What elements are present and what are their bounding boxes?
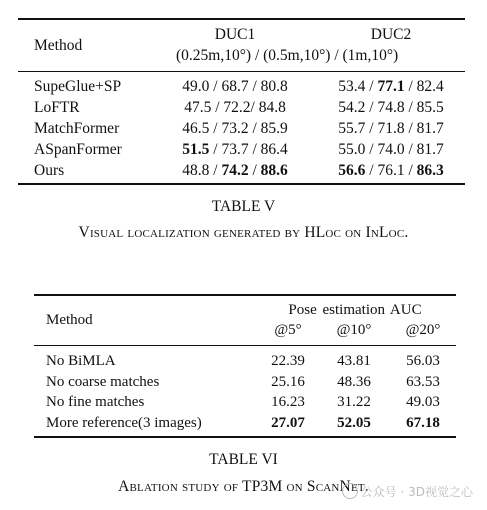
table6-row-value: 16.23 xyxy=(271,394,305,410)
table5-value: 68.7 xyxy=(221,78,249,95)
table6-header-method: Method xyxy=(46,312,93,328)
table5-separator: / xyxy=(209,120,222,137)
table5-row-method: MatchFormer xyxy=(34,120,120,137)
table5-label: TABLE V xyxy=(211,198,276,215)
table5-value: 86.3 xyxy=(416,162,444,179)
table5-value: 47.5 xyxy=(184,99,212,116)
table6-row-method: No fine matches xyxy=(46,394,145,410)
table5-caption: Visual localization generated by HLoc on InLoc. xyxy=(78,224,409,241)
table5-value: 88.6 xyxy=(260,162,288,179)
table5-value: 51.5 xyxy=(182,141,210,158)
table5-value: 82.4 xyxy=(416,78,444,95)
watermark xyxy=(342,483,473,500)
table5-row-duc1 xyxy=(170,162,300,180)
table5-value: 73.2 xyxy=(221,120,249,137)
table5-separator: / xyxy=(209,162,222,179)
table6-row-value: 22.39 xyxy=(271,353,305,369)
table5-separator: / xyxy=(211,99,224,116)
table5-value: 86.4 xyxy=(260,141,288,158)
table5-row-duc1 xyxy=(170,141,300,159)
table5-header-duc1: DUC1 xyxy=(214,26,256,43)
table5-row-duc2 xyxy=(326,120,456,138)
table6-row-value: 31.22 xyxy=(337,394,371,410)
table5-value: 71.8 xyxy=(377,120,405,137)
table5-value: 55.0 xyxy=(338,141,366,158)
table5-value: 81.7 xyxy=(416,120,444,137)
table5-value: 56.6 xyxy=(338,162,366,179)
table5-row-duc1 xyxy=(170,120,300,138)
table5-row-method: ASpanFormer xyxy=(34,141,122,158)
table5-value: 77.1 xyxy=(377,78,405,95)
table5-value: 49.0 xyxy=(182,78,210,95)
table5-row-duc2 xyxy=(326,99,456,117)
table5-separator: / xyxy=(209,78,222,95)
table5-header-method: Method xyxy=(34,37,83,54)
table5-separator: / xyxy=(248,162,261,179)
table5-header-thresholds: (0.25m,10°) / (0.5m,10°) / (1m,10°) xyxy=(176,47,399,64)
table6-row-value: 27.07 xyxy=(271,414,305,431)
table5-value: 80.8 xyxy=(260,78,288,95)
table6-label: TABLE VI xyxy=(209,451,278,468)
table5-separator: / xyxy=(248,120,261,137)
table5-separator: / xyxy=(404,120,417,137)
table5-separator: / xyxy=(365,141,378,158)
table6-row-method: More reference(3 images) xyxy=(46,414,202,431)
table5-top-rule xyxy=(18,18,465,20)
table6-header-rule xyxy=(34,345,456,346)
table5-separator: / xyxy=(250,99,259,116)
table5-row-method: LoFTR xyxy=(34,99,80,116)
table6-row-value: 48.36 xyxy=(337,373,371,390)
table6-header-group: Pose estimation AUC xyxy=(288,302,422,318)
table5-value: 76.1 xyxy=(377,162,405,179)
table5-header-rule xyxy=(18,71,465,72)
table6-subheader-20: @20° xyxy=(405,322,441,338)
table5-row-duc2 xyxy=(326,162,456,180)
table5-value: 48.8 xyxy=(182,162,210,179)
table5-value: 54.2 xyxy=(338,99,366,116)
table5-separator: / xyxy=(404,78,417,95)
table5-separator: / xyxy=(365,162,378,179)
wechat-logo-icon xyxy=(342,483,358,499)
table6-row-value: 25.16 xyxy=(271,373,305,390)
table6-row-value: 56.03 xyxy=(406,353,440,369)
table6-subheader-5: @5° xyxy=(274,322,302,338)
table5-header-duc2: DUC2 xyxy=(370,26,412,43)
table5-row-duc1 xyxy=(170,99,300,117)
watermark-text: 公众号 · 3D视觉之心 xyxy=(360,485,473,499)
table5-value: 46.5 xyxy=(182,120,210,137)
table5-separator: / xyxy=(248,78,261,95)
table5-separator: / xyxy=(209,141,222,158)
table5-value: 74.8 xyxy=(377,99,405,116)
table5-separator: / xyxy=(404,162,417,179)
table5-bottom-rule xyxy=(18,183,465,185)
table5-separator: / xyxy=(404,99,417,116)
table5-value: 72.2 xyxy=(223,99,251,116)
table5-row-duc2 xyxy=(326,78,456,96)
table5-row-method: Ours xyxy=(34,162,65,179)
table5-separator: / xyxy=(248,141,261,158)
table5-value: 74.2 xyxy=(221,162,249,179)
table5-value: 53.4 xyxy=(338,78,366,95)
table5-value: 85.9 xyxy=(260,120,288,137)
table5-value: 84.8 xyxy=(258,99,286,116)
table6-caption: Ablation study of TP3M on ScanNet. xyxy=(118,478,369,495)
table6-bottom-rule xyxy=(34,436,456,438)
table5-value: 73.7 xyxy=(221,141,249,158)
table6-subheader-10: @10° xyxy=(336,322,372,338)
table5-row-duc2 xyxy=(326,141,456,159)
table5-row-duc1 xyxy=(170,78,300,96)
table6-row-value: 67.18 xyxy=(406,414,440,431)
table6-row-value: 43.81 xyxy=(337,353,371,369)
table6-row-value: 49.03 xyxy=(406,394,440,410)
table5-value: 74.0 xyxy=(377,141,405,158)
table6-row-method: No coarse matches xyxy=(46,373,160,390)
table5-value: 81.7 xyxy=(416,141,444,158)
table5-row-method: SupeGlue+SP xyxy=(34,78,122,95)
table5-separator: / xyxy=(365,99,378,116)
table5-value: 55.7 xyxy=(338,120,366,137)
table5-separator: / xyxy=(365,78,378,95)
table6-row-value: 63.53 xyxy=(406,373,440,390)
table6-top-rule xyxy=(34,294,456,296)
table5-value: 85.5 xyxy=(416,99,444,116)
table6-row-method: No BiMLA xyxy=(46,353,116,369)
table5-separator: / xyxy=(404,141,417,158)
table5-separator: / xyxy=(365,120,378,137)
table6-row-value: 52.05 xyxy=(337,414,371,431)
